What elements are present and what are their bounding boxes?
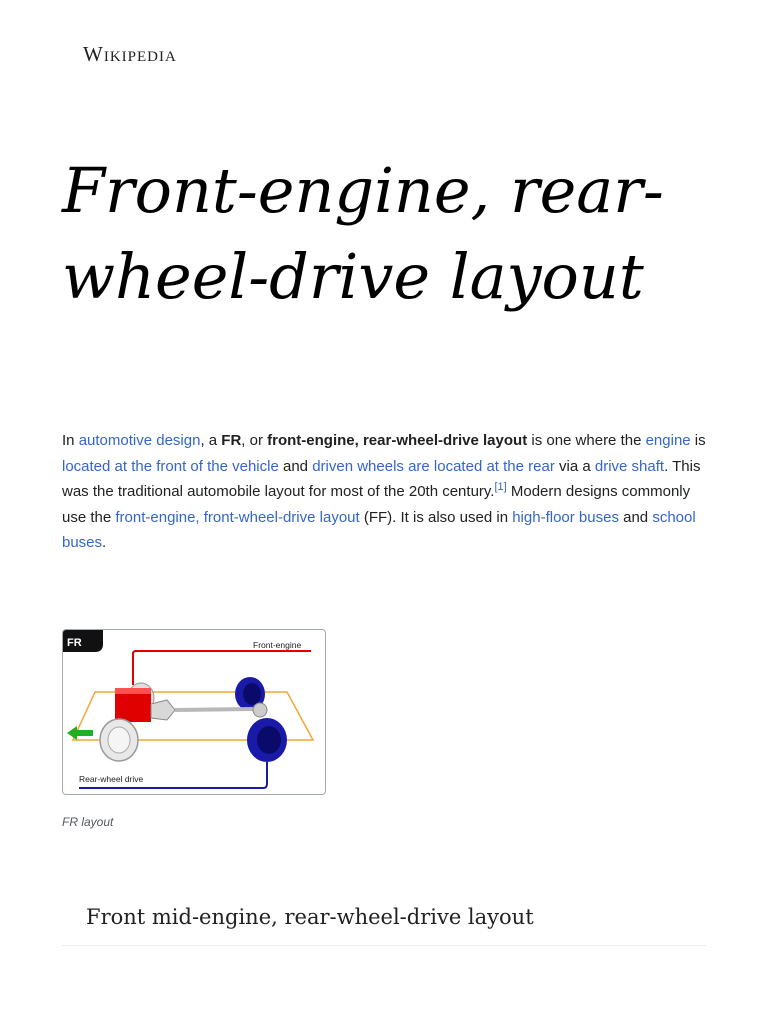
front-wheel-near-hub xyxy=(108,727,130,753)
direction-arrow-icon xyxy=(67,726,93,740)
differential xyxy=(253,703,267,717)
lead-paragraph xyxy=(62,428,712,556)
rear-wheel-far-hub xyxy=(243,683,261,705)
text: , a xyxy=(200,432,222,449)
engine-block-top xyxy=(115,688,151,694)
front-engine-label: Front-engine xyxy=(253,640,302,650)
link-drive-shaft[interactable]: drive shaft xyxy=(594,457,665,475)
text: is xyxy=(690,432,706,449)
figure-caption: FR layout xyxy=(62,815,114,829)
site-header xyxy=(83,42,177,67)
text: and xyxy=(278,457,313,475)
reference-1[interactable]: [1] xyxy=(494,481,507,494)
rear-wheel-near-hub xyxy=(257,726,281,754)
text: (FF). It is also used in xyxy=(359,508,513,526)
page-title: Front-engine, rear-wheel-drive layout xyxy=(62,154,664,313)
fr-layout-diagram xyxy=(63,630,325,794)
bold-fr: FR xyxy=(221,432,242,449)
text: Modern designs commonly use the xyxy=(62,483,691,526)
link-school-buses[interactable]: school buses xyxy=(62,508,696,552)
text: is one where the xyxy=(527,432,646,449)
text: and xyxy=(618,508,653,526)
section-header[interactable] xyxy=(62,900,706,946)
text: , or xyxy=(241,432,268,449)
wikipedia-wordmark[interactable]: Wikipedia xyxy=(83,42,177,66)
rear-wheel-drive-label: Rear-wheel drive xyxy=(79,774,144,784)
link-automotive-design[interactable]: automotive design xyxy=(78,432,201,449)
transmission xyxy=(151,700,175,720)
link-driven-wheels[interactable]: driven wheels are located at the rear xyxy=(312,457,555,475)
fr-badge-label: FR xyxy=(67,637,82,649)
drive-shaft xyxy=(175,709,253,710)
fr-layout-figure[interactable] xyxy=(62,629,326,795)
bold-full-term: front-engine, rear-wheel-drive layout xyxy=(267,432,528,449)
text: . This was the traditional automobile layout for most of the 20th century. xyxy=(62,457,701,501)
text: via a xyxy=(554,457,595,475)
link-ff-layout[interactable]: front-engine, front-wheel-drive layout xyxy=(115,508,360,526)
text: . xyxy=(102,534,107,552)
text: In xyxy=(62,432,79,449)
link-front-of-vehicle[interactable]: located at the front of the vehicle xyxy=(62,457,279,475)
link-engine[interactable]: engine xyxy=(645,432,691,449)
engine-indicator-line xyxy=(133,651,311,685)
link-high-floor-buses[interactable]: high-floor buses xyxy=(512,508,619,526)
section-heading: Front mid-engine, rear-wheel-drive layout xyxy=(86,905,534,929)
